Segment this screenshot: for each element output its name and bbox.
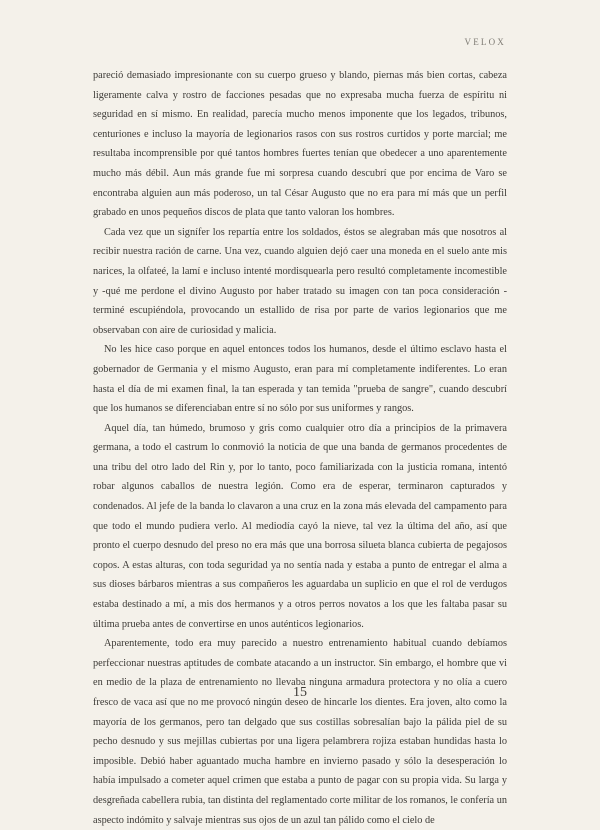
body-text (93, 66, 507, 830)
running-head: VELOX (464, 37, 506, 47)
paragraph: pareció demasiado impresionante con su cuerpo grueso y blando, piernas más bien cortas, cabeza ligeramente calva y rostro de facciones pesadas que no expresaba mucha fuerza de espíritu ni seguridad en sí mismo. En realidad, parecía mucho menos imponente que los legados, tribunos, centuriones e incluso la mayoría de legionarios rasos con sus rostros curtidos y porte marcial; me resultaba incomprensible por qué tantos hombres fuertes tenían que obedecer a uno aparentemente mucho más débil. Aun más grande fue mi sorpresa cuando descubrí que por encima de Varo se encontraba alguien aun más poderoso, un tal César Augusto que no era para mí más que un perfil grabado en unos pequeños discos de plata que tanto valoran los hombres. (93, 70, 507, 219)
paragraph: No les hice caso porque en aquel entonces todos los humanos, desde el último esclavo hasta el gobernador de Germania y el mismo Augusto, eran para mí completamente indiferentes. Lo eran hasta el día de mi examen final, la tan esperada y tan temida "prueba de sangre", cuando descubrí que los humanos se diferenciaban entre sí no sólo por sus uniformes y rangos. (93, 344, 507, 415)
page-number: 15 (293, 685, 307, 700)
paragraph: Cada vez que un signífer los repartía entre los soldados, éstos se alegraban más que nosotros al recibir nuestra ración de carne. Una vez, cuando alguien dejó caer una moneda en el suelo ante mis narices, la olfateé, la lamí e incluso intenté mordisquearla pero resultó completamente incomestible y -qué me perdone el divino Augusto por haber tratado su imagen con tan poca consideración -terminé escupiéndola, provocando un estallido de risa por parte de varios legionarios que me observaban con aire de curiosidad y malicia. (93, 226, 507, 336)
paragraph: Aparentemente, todo era muy parecido a nuestro entrenamiento habitual cuando debíamos perfeccionar nuestras aptitudes de combate atacando a un instructor. Sin embargo, el hombre que vi en medio de la plaza de entrenamiento no llevaba ninguna armadura protectora y no olía a cuero fresco de vaca así que no me provocó ningún deseo de hincarle los dientes. Era joven, alto como la mayoría de los germanos, pero tan delgado que sus costillas sobresalían bajo la pálida piel de su pecho desnudo y sus mejillas cubiertas por una ligera pelambrera rojiza estaban hundidas hasta lo imposible. Debió haber aguantado mucha hambre en invierno pasado y sólo la desesperación lo había impulsado a cometer aquel crimen que estaba a punto de pagar con su propia vida. Su larga y desgreñada cabellera rubia, tan distinta del reglamentado corte militar de los romanos, le confería un aspecto indómito y salvaje mientras sus ojos de un azul tan pálido como el cielo de (93, 638, 507, 826)
paragraph: Aquel día, tan húmedo, brumoso y gris como cualquier otro día a principios de la primavera germana, a todo el castrum lo conmovió la noticia de que una banda de germanos procedentes de una tribu del otro lado del Rin y, por lo tanto, poco familiarizada con la justicia romana, intentó robar algunos caballos de nuestra legión. Como era de esperar, terminaron capturados y condenados. Al jefe de la banda lo clavaron a una cruz en la zona más elevada del campamento para que todo el mundo pudiera verlo. Al mediodía cayó la nieve, tal vez la última del año, así que pronto el cuerpo desnudo del preso no era más que una borrosa silueta blanca cubierta de pegajosos copos. A estas alturas, con toda seguridad ya no sentía nada y estaba a punto de entregar el alma a sus dioses bárbaros mientras a sus compañeros les aguardaba un suplicio en que el rol de verdugos estaba destinado a mí, a mis dos hermanos y a otros perros novatos a los que les faltaba pasar su última prueba antes de convertirse en unos auténticos legionarios. (93, 422, 507, 630)
